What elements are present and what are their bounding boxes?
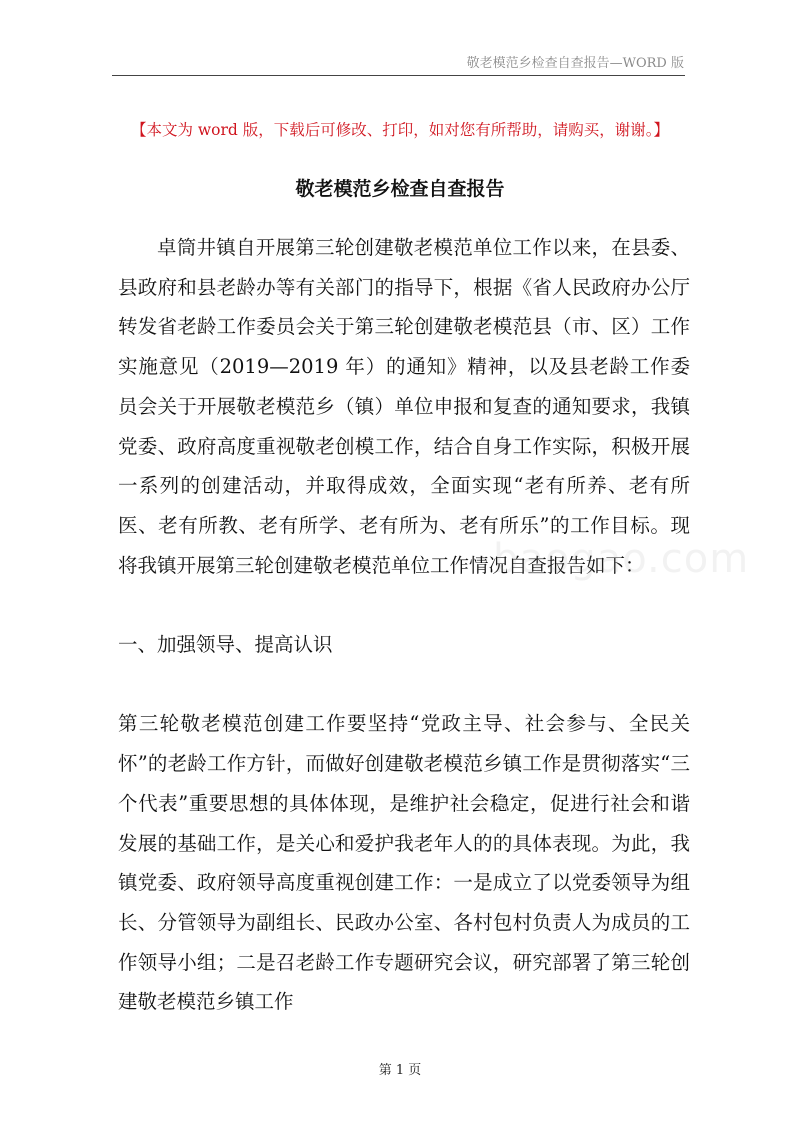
running-header: 敬老模范乡检查自查报告—WORD 版 — [466, 56, 684, 71]
paragraph-spacer — [118, 585, 690, 625]
section-paragraph: 第三轮敬老模范创建工作要坚持“党政主导、社会参与、全民关怀”的老龄工作方针，而做好创建敬老模范乡镇工作是贯彻落实“三个代表”重要思想的具体体现，是维护社会稳定，促进行社会和谐发展的基础工作，是关心和爱护我老年人的的具体表现。为此，我镇党委、政府领导高度重视创建工作：一是成立了以党委领导为组长、分管领导为副组长、民政办公室、各村包村负责人为成员的工作领导小组；二是召老龄工作专题研究会议，研究部署了第三轮创建敬老模范乡镇工作 — [118, 712, 690, 1014]
document-title: 敬老模范乡检查自查报告 — [295, 178, 505, 200]
watermark: baogao.com — [493, 536, 750, 582]
paragraph-spacer — [118, 665, 690, 705]
section-heading: 一、加强领导、提高认识 — [118, 633, 333, 657]
intro-paragraph: 卓筒井镇自开展第三轮创建敬老模范单位工作以来，在县委、县政府和县老龄办等有关部门的指导下，根据《省人民政府办公厅转发省老龄工作委员会关于第三轮创建敬老模范县（市、区）工作实施意见（2019—2019 年）的通知》精神，以及县老龄工作委员会关于开展敬老模范乡（镇）单位申报和复查的通知要求，我镇党委、政府高度重视敬老创模工作，结合自身工作实际，积极开展一系列的创建活动，并取得成效，全面实现“老有所养、老有所医、老有所教、老有所学、老有所为、老有所乐”的工作目标。现将我镇开展第三轮创建敬老模范单位工作情况自查报告如下： — [118, 236, 690, 577]
document-body — [118, 228, 690, 1022]
header-divider — [112, 75, 685, 76]
purchase-notice: 【本文为 word 版，下载后可修改、打印，如对您有所帮助，请购买，谢谢。】 — [130, 121, 670, 139]
page-number: 第 1 页 — [378, 1063, 422, 1078]
